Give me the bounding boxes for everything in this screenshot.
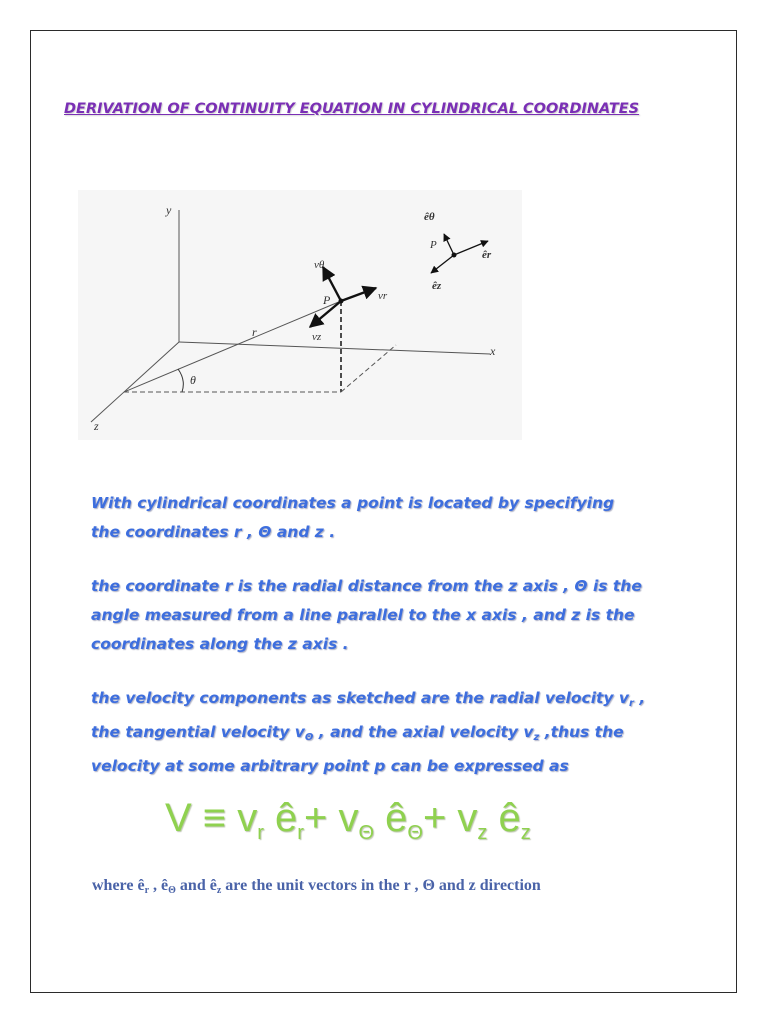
text-run: are the unit vectors in the r , Θ and z direction <box>221 877 541 894</box>
paragraph-line: the coordinate r is the radial distance from the z axis , Θ is the <box>91 577 642 595</box>
y-axis-label: y <box>166 203 172 217</box>
subscript: Θ <box>407 822 423 844</box>
unit-vector: ê <box>487 796 521 840</box>
e-z-arrow <box>431 255 454 273</box>
paragraph-line: angle measured from a line parallel to the x axis , and z is the <box>91 606 635 624</box>
document-title: DERIVATION OF CONTINUITY EQUATION IN CYLINDRICAL COORDINATES <box>64 101 640 117</box>
paragraph-velocity-components <box>91 684 691 781</box>
unit-point-p <box>452 253 457 258</box>
equation-term: + v <box>303 796 359 840</box>
p-unit-label: P <box>430 239 437 251</box>
theta-arc <box>178 369 183 392</box>
e-z-label: êz <box>432 280 442 292</box>
unit-vectors-note <box>92 877 541 896</box>
e-theta-label: êθ <box>424 211 435 223</box>
dashed-parallel <box>341 345 396 392</box>
subscript: z <box>520 822 531 844</box>
paragraph-line: velocity at some arbitrary point p can be expressed as <box>91 757 569 775</box>
cylindrical-coordinates-figure <box>78 190 522 440</box>
paragraph-line <box>91 718 691 752</box>
v-z-label: vz <box>312 331 322 343</box>
text-run: , <box>633 689 646 707</box>
v-r-arrow <box>341 288 376 301</box>
subscript: r <box>629 698 634 709</box>
subscript: r <box>257 822 264 844</box>
subscript: r <box>144 885 150 896</box>
e-theta-arrow <box>444 234 454 255</box>
theta-label: θ <box>190 373 196 387</box>
v-theta-label: vθ <box>314 259 325 271</box>
subscript: z <box>216 885 222 896</box>
r-label: r <box>252 325 257 339</box>
text-run: and ê <box>175 877 217 894</box>
x-axis-label: x <box>490 344 496 358</box>
paragraph-line: With cylindrical coordinates a point is located by specifying <box>91 494 615 512</box>
subscript: z <box>533 732 540 743</box>
equation-term: V ≡ v <box>165 796 258 840</box>
x-axis <box>179 342 490 354</box>
subscript: z <box>477 822 488 844</box>
text-run: the tangential velocity v <box>91 723 305 741</box>
subscript: r <box>297 822 304 844</box>
subscript: Θ <box>358 822 375 844</box>
subscript: Θ <box>304 732 314 743</box>
point-p <box>339 299 344 304</box>
equation-term: + v <box>422 796 478 840</box>
paragraph-cylindrical-intro <box>91 489 691 547</box>
paragraph-line: coordinates along the z axis . <box>91 635 349 653</box>
text-run: , and the axial velocity v <box>313 723 534 741</box>
paragraph-line <box>91 684 691 718</box>
text-run: the velocity components as sketched are the radial velocity v <box>91 689 630 707</box>
text-run: where ê <box>92 877 145 894</box>
velocity-vector-equation <box>165 796 531 856</box>
e-r-label: êr <box>482 249 492 261</box>
z-axis <box>91 342 179 422</box>
paragraph-coordinate-definitions <box>91 572 691 659</box>
paragraph-line: the coordinates r , Θ and z . <box>91 523 336 541</box>
text-run: ,thus the <box>539 723 624 741</box>
unit-vector: ê <box>374 796 408 840</box>
p-label: P <box>323 293 331 307</box>
v-r-label: vr <box>378 290 388 302</box>
unit-vector: ê <box>275 796 298 840</box>
z-axis-label: z <box>94 419 99 433</box>
text-run: , ê <box>149 877 169 894</box>
subscript: Θ <box>168 885 176 896</box>
